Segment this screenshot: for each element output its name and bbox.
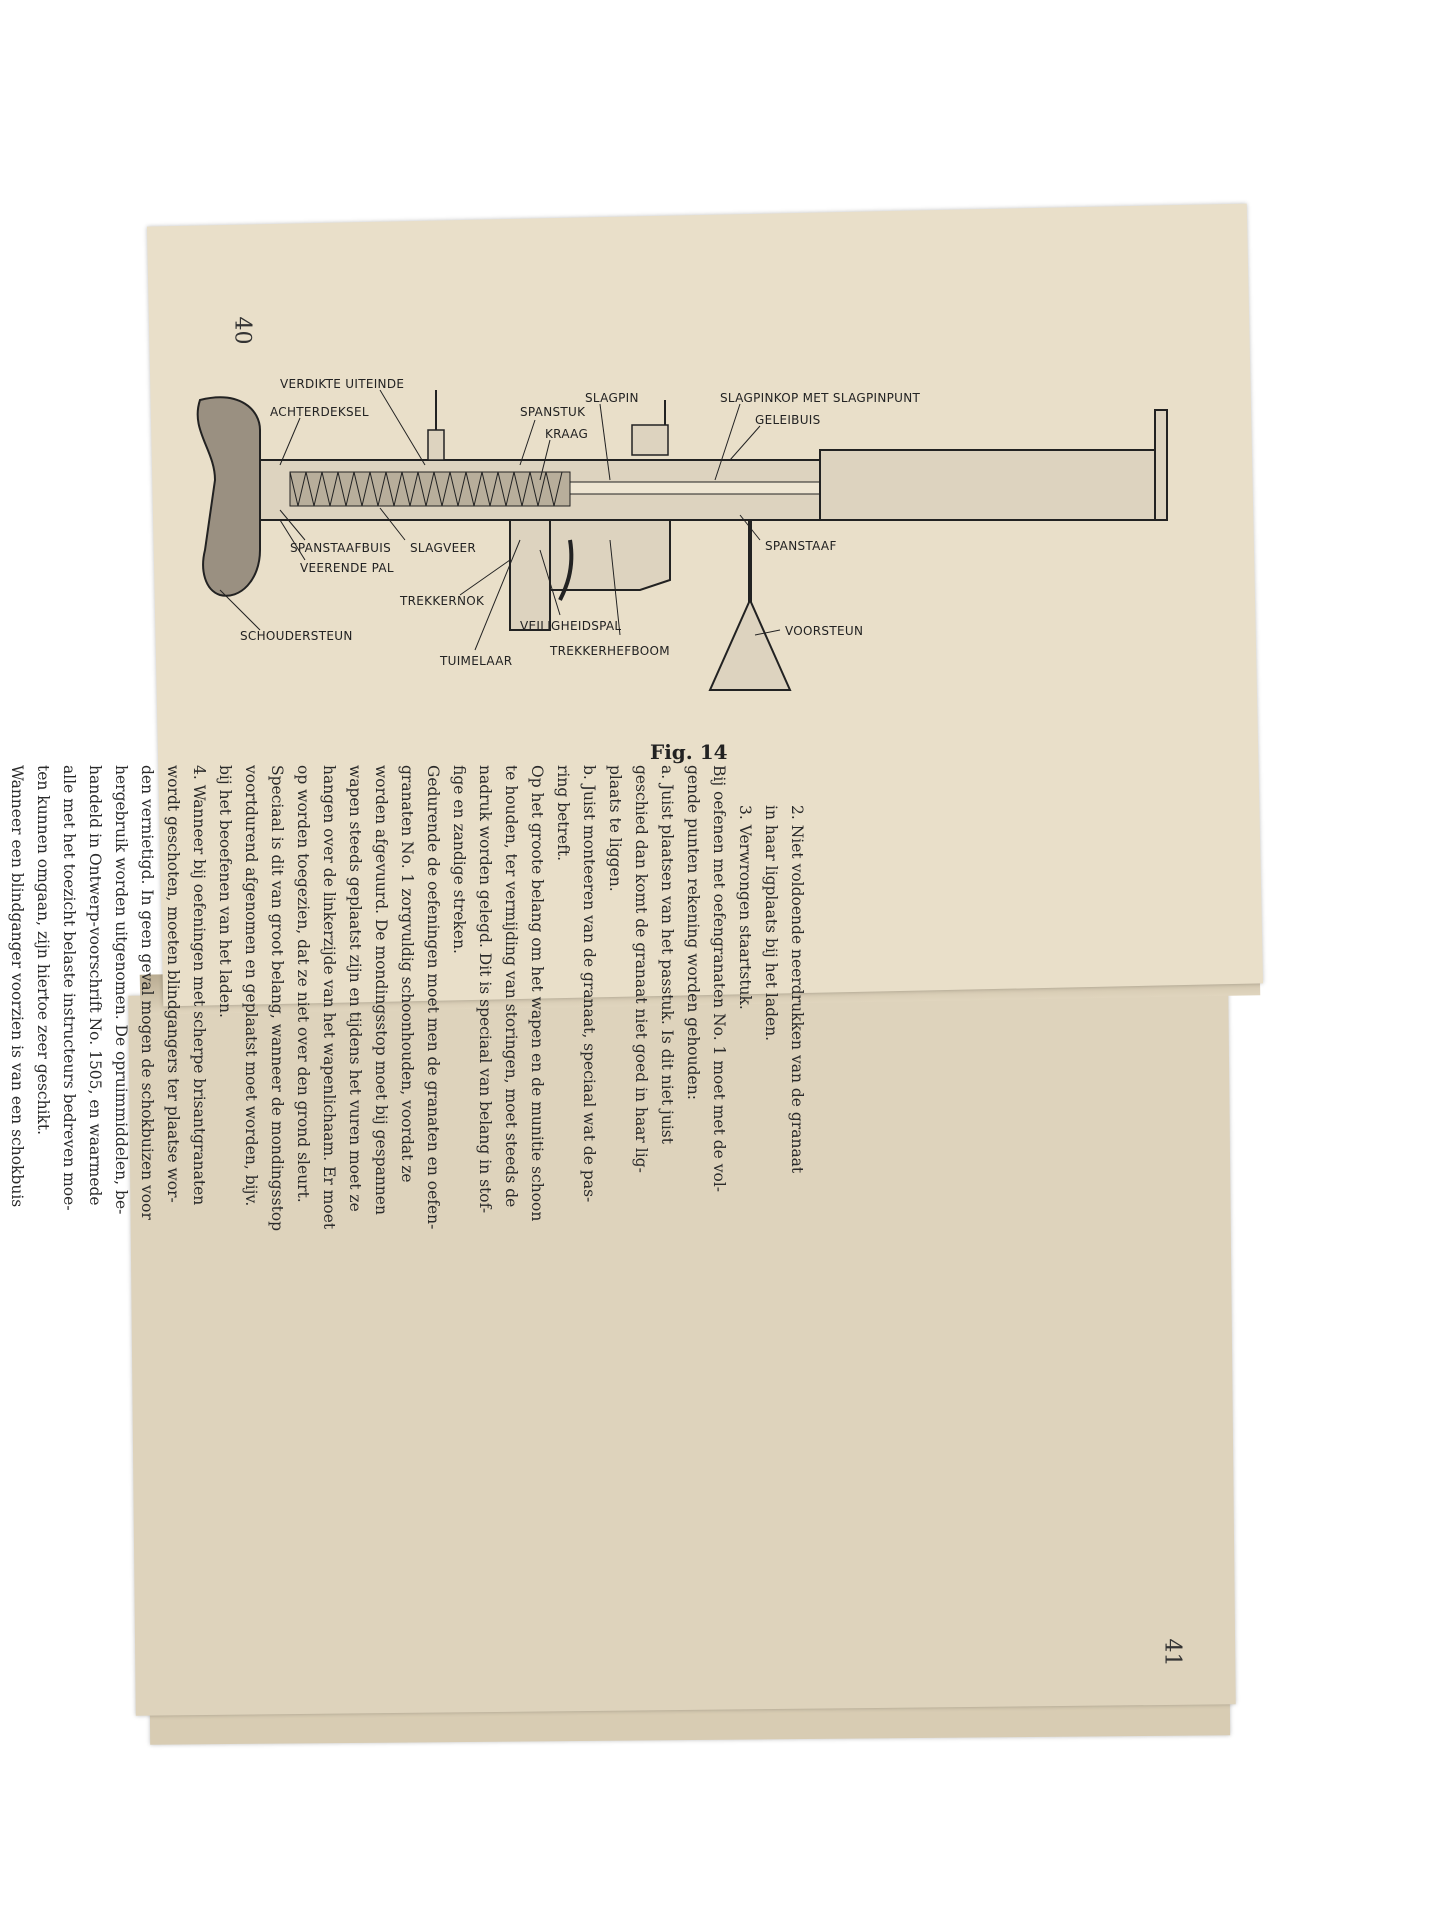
label-tuimelaar: TUIMELAAR	[440, 654, 513, 668]
label-achterdeksel: ACHTERDEKSEL	[270, 405, 369, 419]
label-kraag: KRAAG	[545, 427, 589, 441]
text-line: in haar ligplaats bij het laden.	[762, 805, 780, 1042]
text-line: 2. Niet voldoende neerdrukken van de granaat	[788, 805, 806, 1174]
figure-14-diagram	[220, 377, 1220, 730]
label-trekkernok: TREKKERNOK	[400, 594, 485, 608]
text-line: geschied dan komt de granaat niet goed in haar lig-	[632, 765, 650, 1173]
text-line: handeld in Ontwerp-voorschrift No. 1505, en waarmede	[86, 765, 104, 1206]
label-trekkerhefboom: TREKKERHEFBOOM	[550, 644, 670, 658]
text-line: 3. Verwrongen staartstuk.	[736, 805, 754, 1010]
text-line: worden afgevuurd. De mondingsstop moet bij gespannen	[372, 765, 390, 1215]
text-line: den vernietigd. In geen geval mogen de schokbuizen voor	[138, 765, 156, 1220]
slagveer-spring	[290, 472, 570, 506]
text-line: te houden, ter vermijding van storingen, moet steeds de	[502, 765, 520, 1208]
page-41-text	[8, 765, 810, 1915]
text-line: a. Juist plaatsen van het passtuk. Is dit niet juist	[658, 765, 676, 1144]
slagpin-rod	[570, 482, 820, 494]
label-veiligheidspal: VEILIGHEIDSPAL	[520, 619, 622, 633]
text-line: fige en zandige streken.	[450, 765, 468, 954]
label-spanstuk: SPANSTUK	[520, 405, 586, 419]
text-line: 4. Wanneer bij oefeningen met scherpe brisantgranaten	[190, 765, 208, 1206]
label-slagpinkop: SLAGPINKOP MET SLAGPINPUNT	[720, 391, 921, 405]
text-line: granaten No. 1 zorgvuldig schoonhouden, voordat ze	[398, 765, 416, 1183]
text-line: Op het groote belang om het wapen en de munitie schoon	[528, 765, 546, 1222]
label-slagpin: SLAGPIN	[585, 391, 639, 405]
voorsteun-shape	[710, 600, 790, 690]
text-line: Bij oefenen met oefengranaten No. 1 moet met de vol-	[710, 765, 728, 1193]
page-number-40: 40	[229, 316, 255, 345]
label-slagveer: SLAGVEER	[410, 541, 476, 555]
text-line: gende punten rekening worden gehouden:	[684, 765, 702, 1100]
text-line	[0, 765, 4, 1915]
text-line: hangen over de linkerzijde van het wapenlichaam. Er moet	[320, 765, 338, 1230]
text-line: Speciaal is dit van groot belang, wanneer de mondingsstop	[268, 765, 286, 1232]
figure-caption: Fig. 14	[650, 740, 728, 764]
text-line: nadruk worden gelegd. Dit is speciaal van belang in stof-	[476, 765, 494, 1214]
label-voorsteun: VOORSTEUN	[785, 624, 864, 638]
page-number-41: 41	[1159, 1638, 1185, 1667]
label-spanstaaf: SPANSTAAF	[765, 539, 837, 553]
text-line: Wanneer een blindganger voorzien is van een schokbuis	[8, 765, 26, 1208]
text-line: voortdurend afgenomen en geplaatst moet worden, bijv.	[242, 765, 260, 1207]
label-veerende-pal: VEERENDE PAL	[300, 561, 394, 575]
text-line: alle met het toezicht belaste instructeurs bedreven moe-	[60, 765, 78, 1211]
label-geleibuis: GELEIBUIS	[755, 413, 821, 427]
text-line: bij het beoefenen van het laden.	[216, 765, 234, 1018]
text-line: ten kunnen omgaan, zijn hiertoe zeer geschikt.	[34, 765, 52, 1136]
text-line: hergebruik worden uitgenomen. De opruimmiddelen, be-	[112, 765, 130, 1215]
text-line: plaats te liggen.	[606, 765, 624, 892]
text-line: ring betreft.	[554, 765, 572, 861]
label-spanstaafbuis: SPANSTAAFBUIS	[290, 541, 392, 555]
text-line: wapen steeds geplaatst zijn en tijdens het vuren moet ze	[346, 765, 364, 1212]
text-line: op worden toegezien, dat ze niet over den grond sleurt.	[294, 765, 312, 1203]
text-line: wordt geschoten, moeten blindgangers ter plaatse wor-	[164, 765, 182, 1203]
barrel	[820, 450, 1160, 520]
text-line: Gedurende de oefeningen moet men de granaten en oefen-	[424, 765, 442, 1230]
text-line: b. Juist monteeren van de granaat, speciaal wat de pas-	[580, 765, 598, 1203]
label-verdikte-uiteinde: VERDIKTE UITEINDE	[280, 377, 405, 391]
weapon-cross-section	[220, 377, 1220, 730]
muzzle-end	[1155, 410, 1167, 520]
label-schoudersteun: SCHOUDERSTEUN	[240, 629, 353, 643]
